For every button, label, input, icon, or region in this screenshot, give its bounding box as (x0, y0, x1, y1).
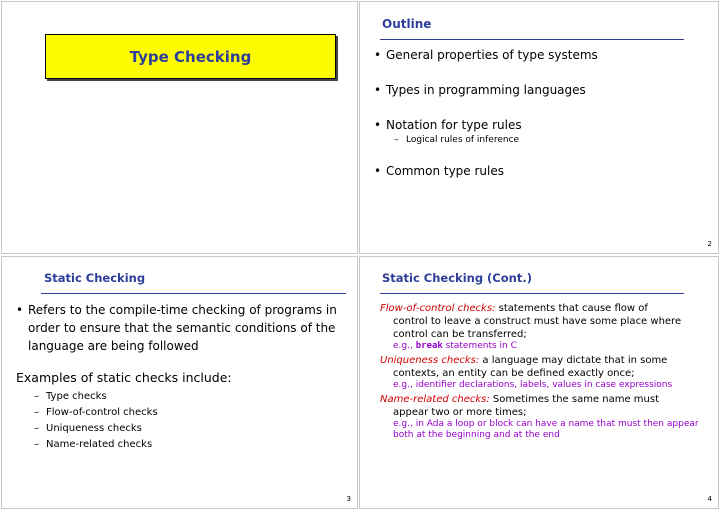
flow-example (380, 341, 710, 352)
name-text: Sometimes the same name must (489, 394, 660, 405)
slide-2-title: Outline (382, 17, 432, 31)
flow-block (380, 302, 710, 352)
example-item: – Name-related checks (16, 437, 346, 453)
title-rule (380, 39, 684, 40)
example-item: – Type checks (16, 389, 346, 405)
name-cont: appear two or more times; (393, 407, 527, 418)
outline-subitem (394, 135, 598, 145)
outline-item (374, 118, 598, 145)
eg-suffix: statements in C (442, 341, 517, 351)
slide-4 (359, 256, 719, 509)
outline-list (374, 48, 598, 178)
name-block (380, 393, 710, 441)
outline-item-text: Common type rules (386, 164, 504, 178)
page-number: 4 (707, 495, 712, 503)
outline-item-text: Types in programming languages (386, 83, 586, 97)
slide-3-body (16, 301, 346, 453)
eg-prefix: e.g., (393, 341, 416, 351)
eg-keyword: break (415, 341, 443, 351)
name-label: Name-related checks: (380, 394, 490, 405)
flow-cont: control to leave a construct must have some place where control can be transferred; (393, 316, 682, 340)
title-rule (41, 293, 346, 294)
examples-heading: Examples of static checks include: (16, 370, 232, 385)
outline-subitem-text: Logical rules of inference (406, 135, 520, 145)
outline-item-text: General properties of type systems (386, 48, 598, 62)
unique-cont: contexts, an entity can be defined exactly once; (393, 368, 635, 379)
name-example: e.g., in Ada a loop or block can have a name that must then appear both at the beginning and at the end (393, 419, 699, 440)
title-rule (380, 293, 684, 294)
outline-item (374, 48, 598, 62)
slide-4-title: Static Checking (Cont.) (382, 271, 532, 285)
examples-list (16, 389, 346, 453)
slide-4-body (380, 302, 710, 443)
unique-block (380, 354, 710, 391)
page-number: 3 (346, 495, 351, 503)
unique-label: Uniqueness checks: (380, 355, 480, 366)
slide-1-title: Type Checking (129, 47, 252, 66)
flow-text: statements that cause flow of (495, 303, 648, 314)
outline-item-text: Notation for type rules (386, 118, 522, 132)
title-box (45, 34, 336, 79)
slide-2 (359, 1, 719, 254)
example-item: – Flow-of-control checks (16, 405, 346, 421)
slide-3-title: Static Checking (44, 271, 146, 285)
outline-item (374, 83, 598, 97)
page-number: 2 (707, 240, 712, 248)
unique-example: e.g., identifier declarations, labels, values in case expressions (393, 380, 673, 390)
slide-1 (1, 1, 358, 254)
outline-item (374, 164, 598, 178)
bullet-text: • Refers to the compile-time checking of programs in order to ensure that the semantic conditions of the language are being followed (16, 301, 346, 355)
flow-label: Flow-of-control checks: (380, 303, 496, 314)
example-item: – Uniqueness checks (16, 421, 346, 437)
unique-text: a language may dictate that in some (479, 355, 668, 366)
outline-sublist (386, 135, 598, 145)
slide-3 (1, 256, 358, 509)
